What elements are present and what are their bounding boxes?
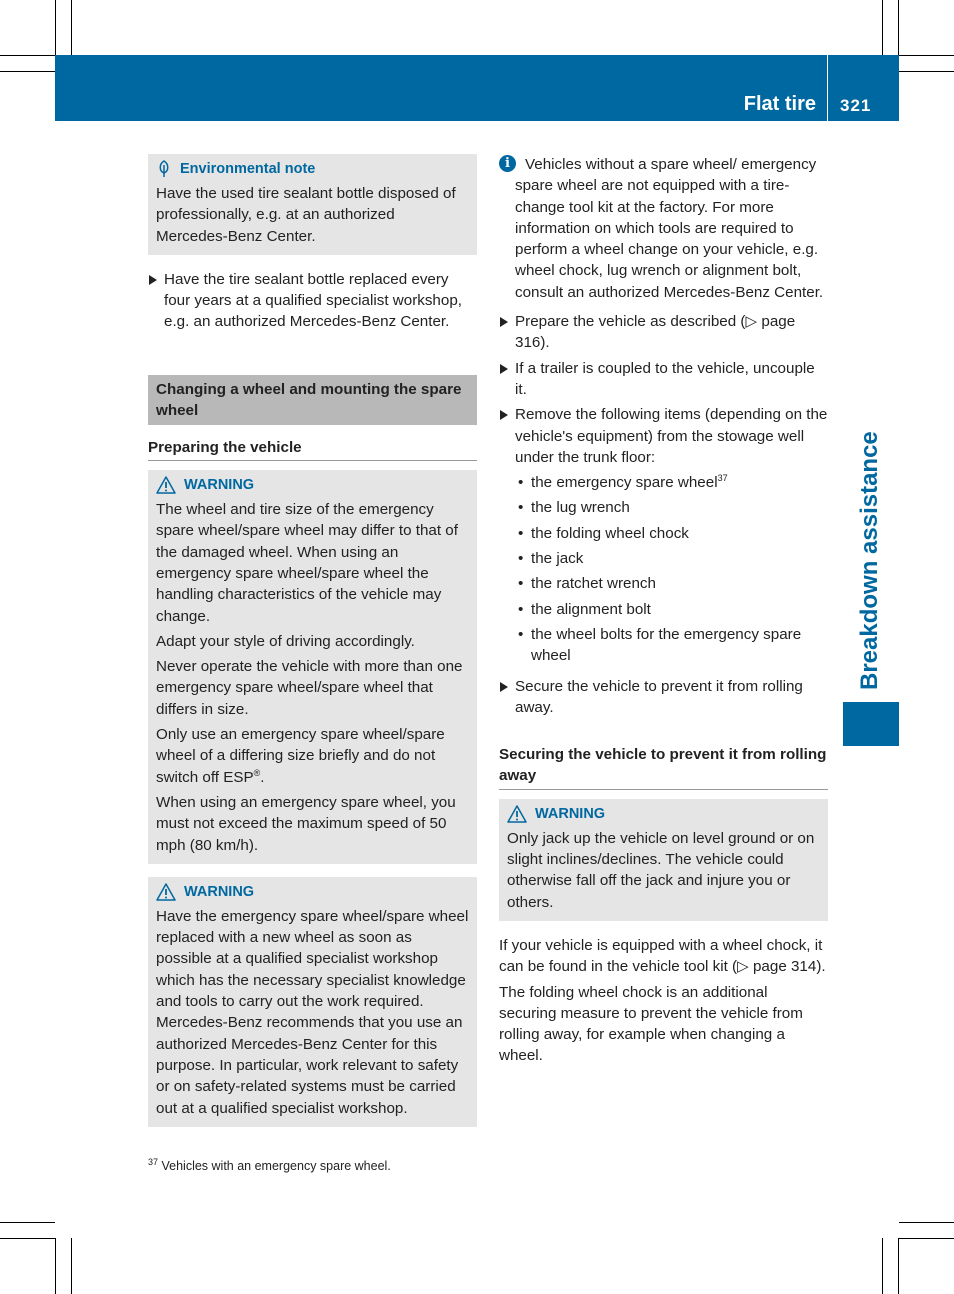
environmental-note-title: Environmental note [180, 161, 316, 177]
environmental-note-text: Have the used tire sealant bottle disposed of professionally, e.g. at an authorized Mercedes-Benz Center. [156, 185, 456, 245]
step-item [499, 311, 828, 354]
warning-triangle-icon [156, 476, 176, 494]
warning-title: WARNING [184, 883, 255, 900]
warning-text: Adapt your style of driving accordingly. [156, 632, 415, 650]
step-text: Prepare the vehicle as described (▷ page 316). [515, 313, 796, 352]
crop-mark [899, 55, 954, 56]
header-divider [827, 55, 828, 121]
list-item: • the jack [499, 548, 828, 569]
warning-box [148, 877, 477, 1127]
crop-mark [0, 71, 55, 72]
warning-text: When using an emergency spare wheel, you must not exceed the maximum speed of 50 mph (80 km/h). [156, 793, 456, 854]
warning-text: Only use an emergency spare wheel/spare wheel of a differing size briefly and do not switch off ESP®. [156, 726, 445, 786]
info-text: Vehicles without a spare wheel/ emergency spare wheel are not equipped with a tire-change tool kit at the factory. For more information on which tools are required to perform a wheel change on your vehicle, e.g. wheel chock, lug wrench or alignment bolt, consult an authorized Mercedes-Benz Center. [515, 156, 824, 301]
step-item [499, 358, 828, 401]
body-paragraph: The folding wheel chock is an additional securing measure to prevent the vehicle from rolling away, for example when changing a wheel. [499, 983, 803, 1065]
body-paragraph: If your vehicle is equipped with a wheel chock, it can be found in the vehicle tool kit (▷ page 314). [499, 936, 826, 976]
list-item: • the alignment bolt [499, 599, 828, 620]
crop-mark [0, 1238, 55, 1239]
warning-title: WARNING [535, 805, 606, 822]
step-text: Have the tire sealant bottle replaced every four years at a qualified specialist workshop, e.g. an authorized Mercedes-Benz Center. [164, 270, 462, 331]
footnote [148, 1158, 391, 1174]
step-item [148, 269, 477, 333]
crop-mark [899, 71, 954, 72]
list-item: • the emergency spare wheel$^{37}$ [499, 472, 828, 493]
warning-box [148, 470, 477, 864]
warning-title: WARNING [184, 477, 255, 494]
leaf-icon [156, 160, 172, 178]
section-heading: Changing a wheel and mounting the spare wheel [148, 375, 477, 425]
crop-mark [899, 1222, 954, 1223]
sub-heading-securing: Securing the vehicle to prevent it from rolling away [499, 744, 828, 790]
chapter-tab-marker [843, 702, 899, 746]
page-title: Flat tire [743, 93, 816, 115]
crop-mark [898, 1238, 899, 1294]
page-number: 321 [840, 96, 872, 115]
footnote-number: 37 [148, 1156, 159, 1167]
list-item: • the ratchet wrench [499, 573, 828, 594]
sub-heading-preparing: Preparing the vehicle [148, 437, 477, 461]
step-text: Secure the vehicle to prevent it from rolling away. [515, 677, 803, 716]
crop-mark [898, 0, 899, 55]
crop-mark [0, 1222, 55, 1223]
left-column [148, 154, 477, 1127]
warning-text: Only jack up the vehicle on level ground or on slight inclines/declines. The vehicle could otherwise fall off the jack and injure you or others. [507, 829, 815, 911]
warning-text: Have the emergency spare wheel/spare wheel replaced with a new wheel as soon as possible at a qualified specialist workshop which has the necessary specialist knowledge and tools to carry out the work required. Mercedes-Benz recommends that you use an authorized Mercedes-Benz Center for this purpose. In particular, work relevant to safety or on safety-related systems must be carried out at a qualified specialist workshop. [156, 907, 469, 1117]
step-item [499, 676, 828, 719]
info-icon: i [499, 155, 516, 172]
list-item: • the wheel bolts for the emergency spare wheel [499, 624, 828, 667]
right-column [499, 154, 828, 1067]
step-item [499, 404, 828, 468]
crop-mark [55, 0, 56, 55]
warning-text: The wheel and tire size of the emergency spare wheel/spare wheel may differ to that of the damaged wheel. When using an emergency spare wheel/spare wheel the handling characteristics of the vehicle may change. [156, 501, 458, 625]
crop-mark [71, 0, 72, 55]
crop-mark [71, 1238, 72, 1294]
crop-mark [882, 1238, 883, 1294]
list-item: • the folding wheel chock [499, 523, 828, 544]
warning-box [499, 799, 828, 921]
step-text: Remove the following items (depending on the vehicle's equipment) from the stowage well under the trunk floor: [515, 406, 828, 466]
step-text: If a trailer is coupled to the vehicle, uncouple it. [515, 359, 815, 398]
list-item: • the lug wrench [499, 497, 828, 518]
crop-mark [899, 1238, 954, 1239]
chapter-tab-label: Breakdown assistance [856, 431, 883, 690]
crop-mark [882, 0, 883, 55]
warning-triangle-icon [156, 883, 176, 901]
warning-triangle-icon [507, 805, 527, 823]
environmental-note-box [148, 154, 477, 255]
crop-mark [55, 1238, 56, 1294]
info-note [499, 154, 828, 303]
crop-mark [0, 55, 55, 56]
footnote-text: Vehicles with an emergency spare wheel. [161, 1159, 391, 1173]
warning-text: Never operate the vehicle with more than one emergency spare wheel/spare wheel that differs in size. [156, 658, 463, 718]
